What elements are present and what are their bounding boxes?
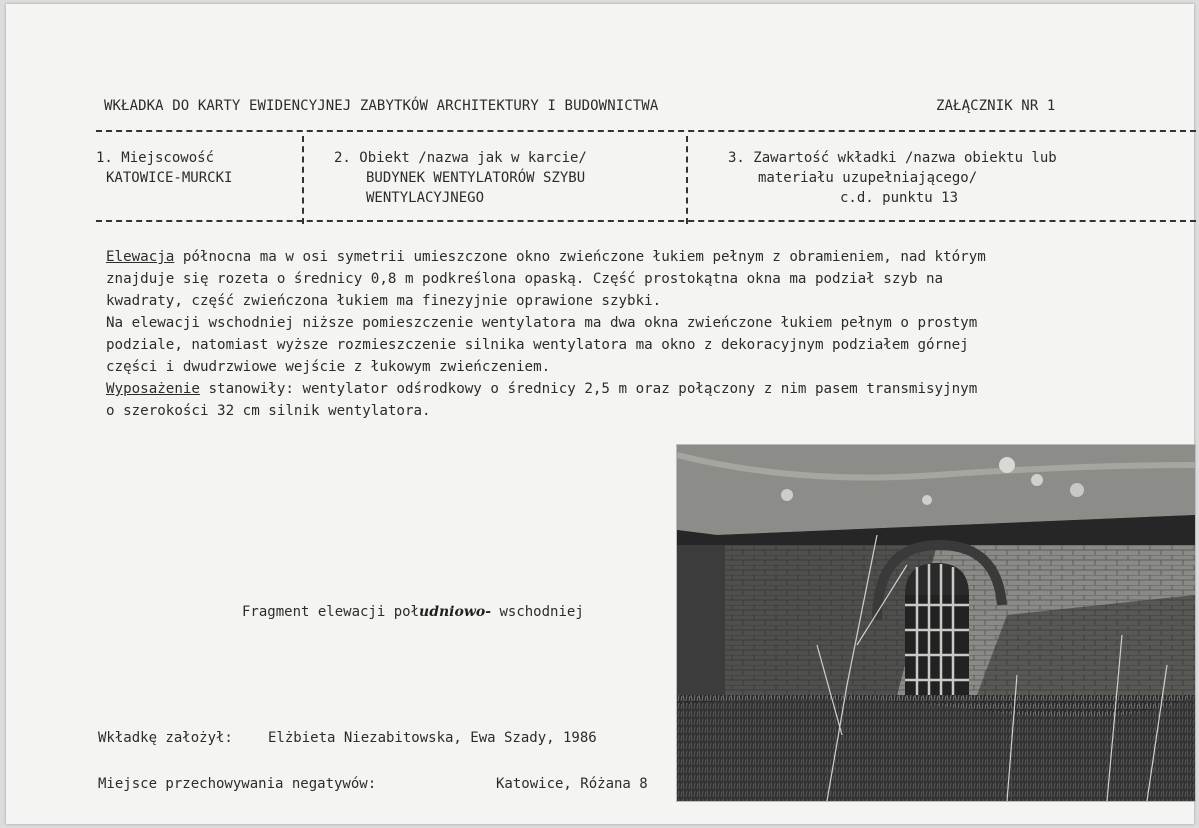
building-photograph (676, 444, 1196, 802)
field-object-value-line2: WENTYLACYJNEGO (366, 190, 485, 206)
wyposazenie-heading: Wyposażenie (106, 381, 200, 397)
footer-storage (98, 776, 648, 792)
field-separator-1 (302, 136, 304, 224)
field-separator-2 (686, 136, 688, 224)
field-object-label: 2. Obiekt /nazwa jak w karcie/ (334, 150, 587, 166)
field-content-value: c.d. punktu 13 (840, 190, 959, 206)
storage-label: Miejsce przechowywania negatywów: (98, 776, 377, 792)
description-line-5: podziale, natomiast wyższe rozmieszczenie silnika wentylatora ma okno z dekoracyjnym podziałem górnej (106, 337, 969, 353)
document-sheet (6, 4, 1194, 824)
description-line-6: części i dwudrzwiowe wejście z łukowym zwieńczeniem. (106, 359, 551, 375)
field-object-value-line1: BUDYNEK WENTYLATORÓW SZYBU (366, 170, 586, 186)
photo-caption (242, 604, 584, 620)
field-content-label-line2: materiału uzupełniającego/ (758, 170, 978, 186)
footer-author (98, 730, 597, 746)
author-label: Wkładkę założył: (98, 730, 233, 746)
field-location-label: 1. Miejscowość (96, 150, 215, 166)
document-title: WKŁADKA DO KARTY EWIDENCYJNEJ ZABYTKÓW ARCHITEKTURY I BUDOWNICTWA (104, 98, 659, 114)
description-line-8: o szerokości 32 cm silnik wentylatora. (106, 403, 431, 419)
storage-value: Katowice, Różana 8 (496, 776, 648, 792)
description-line-2: znajduje się rozeta o średnicy 0,8 m podkreślona opaską. Część prostokątna okna ma podział szyb na (106, 271, 944, 287)
caption-prefix: Fragment elewacji poł (242, 604, 420, 620)
field-location-value: KATOWICE-MURCKI (106, 170, 233, 186)
header-divider-top (96, 130, 1196, 132)
photo-image (677, 445, 1195, 801)
field-content-label-line1: 3. Zawartość wkładki /nazwa obiektu lub (728, 150, 1057, 166)
field-location (96, 148, 232, 188)
annex-number: ZAŁĄCZNIK NR 1 (936, 98, 1056, 114)
field-content (728, 148, 1057, 208)
description-line (106, 378, 1186, 400)
caption-handwritten-correction: udniowo- (419, 604, 492, 620)
description-line-1: północna ma w osi symetrii umieszczone okno zwieńczone łukiem pełnym z obramieniem, nad którym (174, 249, 986, 265)
description-line-3: kwadraty, część zwieńczona łukiem ma finezyjnie oprawione szybki. (106, 293, 662, 309)
author-value: Elżbieta Niezabitowska, Ewa Szady, 1986 (268, 730, 597, 746)
description-text (106, 246, 1186, 422)
header-divider-bottom (96, 220, 1196, 222)
caption-suffix: wschodniej (491, 604, 584, 620)
description-line (106, 246, 1186, 268)
elewacja-heading: Elewacja (106, 249, 175, 265)
field-object (334, 148, 587, 208)
description-line-4: Na elewacji wschodniej niższe pomieszczenie wentylatora ma dwa okna zwieńczone łukiem pełnym o prostym (106, 315, 978, 331)
description-line-7: stanowiły: wentylator odśrodkowy o średnicy 2,5 m oraz połączony z nim pasem transmisyjnym (199, 381, 978, 397)
